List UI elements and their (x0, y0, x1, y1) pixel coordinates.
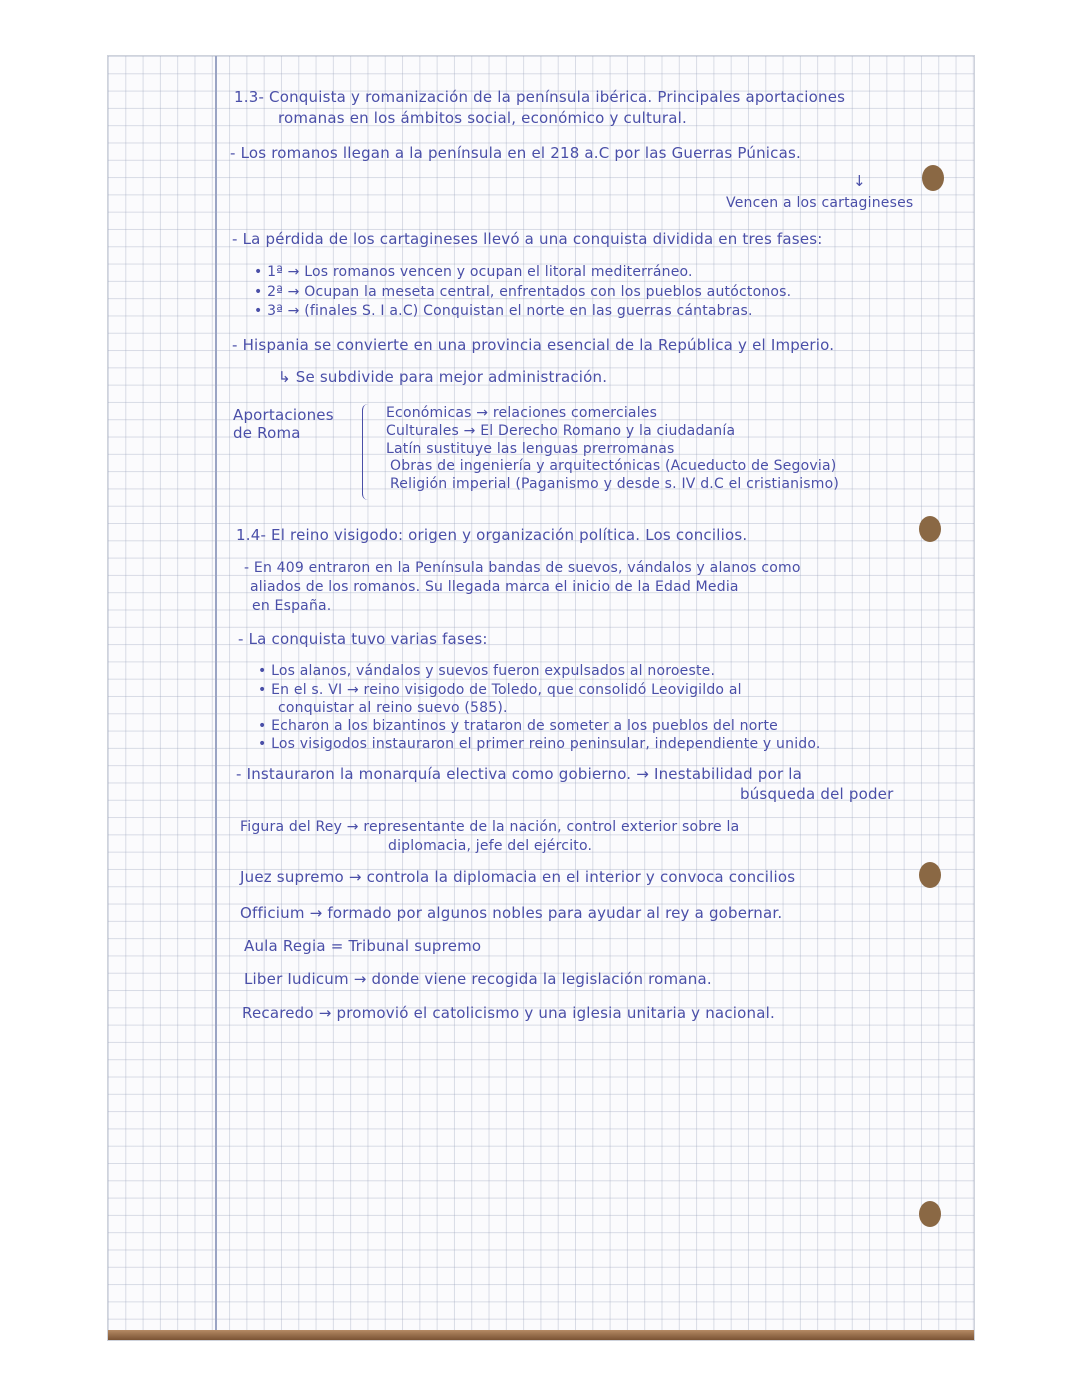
list-item: • Los alanos, vándalos y suevos fueron expulsados al noroeste. (258, 663, 716, 679)
brace-label: Aportaciones (233, 406, 334, 424)
notebook-page (108, 56, 974, 1340)
page-bottom-edge (108, 1330, 974, 1340)
note-line: aliados de los romanos. Su llegada marca el inicio de la Edad Media (250, 579, 739, 595)
note-line: Juez supremo → controla la diplomacia en el interior y convoca concilios (240, 868, 796, 886)
list-item: Religión imperial (Paganismo y desde s. IV d.C el cristianismo) (390, 476, 840, 492)
arrow-down-icon: ↓ (853, 172, 866, 190)
section-title-continued: romanas en los ámbitos social, económico y cultural. (278, 109, 687, 127)
note-line: ↳ Se subdivide para mejor administración. (278, 368, 608, 386)
note-line: - La pérdida de los cartagineses llevó a una conquista dividida en tres fases: (232, 230, 823, 248)
note-line: - Los romanos llegan a la península en el 218 a.C por las Guerras Púnicas. (230, 144, 801, 162)
list-item: Económicas → relaciones comerciales (386, 405, 658, 421)
brace-label: de Roma (233, 424, 301, 442)
note-line: - Instauraron la monarquía electiva como gobierno. → Inestabilidad por la (236, 765, 803, 783)
binder-hole (922, 165, 944, 191)
list-item: Latín sustituye las lenguas prerromanas (386, 441, 675, 457)
note-line: diplomacia, jefe del ejército. (388, 838, 593, 854)
note-line: en España. (252, 598, 332, 614)
note-line: - Hispania se convierte en una provincia esencial de la República y el Imperio. (232, 336, 835, 354)
binder-hole (919, 516, 941, 542)
list-item: • En el s. VI → reino visigodo de Toledo, que consolidó Leovigildo al (258, 682, 742, 698)
section-title: 1.4- El reino visigodo: origen y organización política. Los concilios. (236, 526, 748, 544)
binder-hole (919, 1201, 941, 1227)
note-line: Liber Iudicum → donde viene recogida la legislación romana. (244, 970, 712, 988)
note-line: búsqueda del poder (740, 785, 894, 803)
note-line: Figura del Rey → representante de la nación, control exterior sobre la (240, 819, 740, 835)
list-item: • 1ª → Los romanos vencen y ocupan el litoral mediterráneo. (254, 264, 693, 280)
note-line: Recaredo → promovió el catolicismo y una iglesia unitaria y nacional. (242, 1004, 775, 1022)
binder-hole (919, 862, 941, 888)
list-item: • Echaron a los bizantinos y trataron de someter a los pueblos del norte (258, 718, 778, 734)
list-item: Obras de ingeniería y arquitectónicas (Acueducto de Segovia) (390, 458, 837, 474)
list-item: conquistar al reino suevo (585). (278, 700, 508, 716)
list-item: • Los visigodos instauraron el primer reino peninsular, independiente y unido. (258, 736, 821, 752)
note-line: - La conquista tuvo varias fases: (238, 630, 488, 648)
list-item: • 2ª → Ocupan la meseta central, enfrentados con los pueblos autóctonos. (254, 284, 792, 300)
list-item: Culturales → El Derecho Romano y la ciudadanía (386, 423, 736, 439)
list-item: • 3ª → (finales S. I a.C) Conquistan el norte en las guerras cántabras. (254, 303, 753, 319)
note-line: Vencen a los cartagineses (726, 195, 914, 211)
note-line: Officium → formado por algunos nobles para ayudar al rey a gobernar. (240, 904, 783, 922)
curly-brace (362, 404, 373, 500)
margin-line (215, 56, 217, 1340)
section-title: 1.3- Conquista y romanización de la península ibérica. Principales aportaciones (234, 88, 846, 106)
note-line: - En 409 entraron en la Península bandas de suevos, vándalos y alanos como (244, 560, 801, 576)
note-line: Aula Regia = Tribunal supremo (244, 937, 482, 955)
